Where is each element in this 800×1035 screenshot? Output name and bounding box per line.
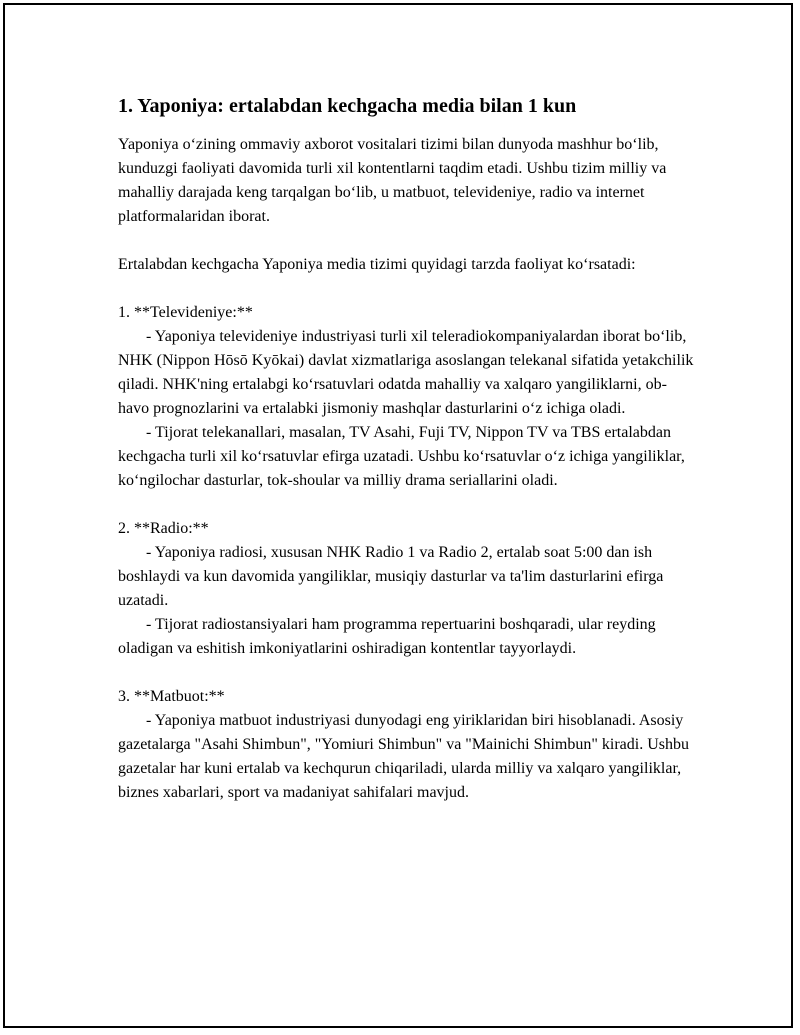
section-heading: 1. **Televideniye:** [118, 304, 253, 321]
paragraph-gap [118, 229, 698, 253]
intro-paragraph: Yaponiya oʻzining ommaviy axborot vositalari tizimi bilan dunyoda mashhur boʻlib, kunduzgi faoliyati davomida turli xil kontentlarni taqdim etadi. Ushbu tizim milliy va mahalliy darajada keng tarqalgan boʻlib, u matbuot, televideniye, radio va internet platformalaridan iborat. [118, 136, 667, 225]
section-press [118, 685, 698, 805]
section-heading: 3. **Matbuot:** [118, 688, 225, 705]
section-bullet: - Yaponiya televideniye industriyasi turli xil teleradiokompaniyalardan iborat boʻlib, NHK (Nippon Hōsō Kyōkai) davlat xizmatlariga asoslangan telekanal sifatida yetakchilik qiladi. NHK'ning ertalabgi koʻrsatuvlari odatda mahalliy va xalqaro yangiliklarni, ob-havo prognozlarini va ertalabki jismoniy mashqlar dasturlarini oʻz ichiga oladi. [118, 328, 694, 417]
section-bullet: - Yaponiya radiosi, xususan NHK Radio 1 va Radio 2, ertalab soat 5:00 dan ish boshlaydi va kun davomida yangiliklar, musiqiy dasturlar va ta'lim dasturlarini efirga uzatadi. [118, 544, 664, 609]
paragraph-gap [118, 493, 698, 517]
section-bullet: - Tijorat telekanallari, masalan, TV Asahi, Fuji TV, Nippon TV va TBS ertalabdan kechgacha turli xil koʻrsatuvlar efirga uzatadi. Ushbu koʻrsatuvlar oʻz ichiga yangiliklar, koʻngilochar dasturlar, tok-shoular va milliy drama seriallarini oladi. [118, 424, 685, 489]
document-title: 1. Yaponiya: ertalabdan kechgacha media bilan 1 kun [118, 95, 577, 117]
section-bullet: - Yaponiya matbuot industriyasi dunyodagi eng yiriklaridan biri hisoblanadi. Asosiy gazetalarga "Asahi Shimbun", "Yomiuri Shimbun" va "Mainichi Shimbun" kiradi. Ushbu gazetalar har kuni ertalab va kechqurun chiqariladi, ularda milliy va xalqaro yangiliklar, biznes xabarlari, sport va madaniyat sahifalari mavjud. [118, 712, 690, 801]
paragraph-gap [118, 661, 698, 685]
paragraph-gap [118, 277, 698, 301]
section-television [118, 301, 698, 493]
section-heading: 2. **Radio:** [118, 520, 209, 537]
section-bullet: - Tijorat radiostansiyalari ham programma repertuarini boshqaradi, ular reyding oladigan va eshitish imkoniyatlarini oshiradigan kontentlar tayyorlaydi. [118, 616, 656, 657]
document-body [118, 93, 698, 805]
section-radio [118, 517, 698, 661]
lead-paragraph: Ertalabdan kechgacha Yaponiya media tizimi quyidagi tarzda faoliyat koʻrsatadi: [118, 256, 636, 273]
